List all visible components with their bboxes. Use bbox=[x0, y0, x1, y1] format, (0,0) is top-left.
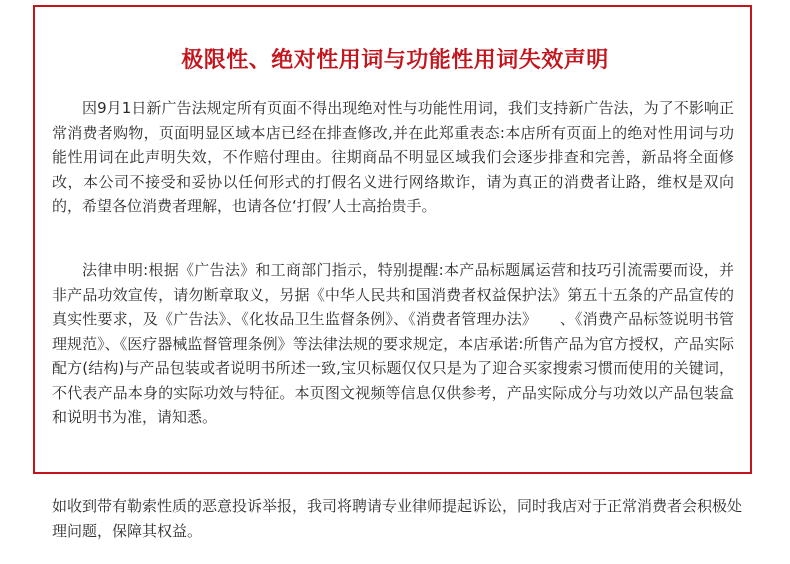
footer-note: 如收到带有勒索性质的恶意投诉举报，我司将聘请专业律师提起诉讼，同时我店对于正常消费者会积极处理问题，保障其权益。 bbox=[52, 497, 743, 540]
legal-statement-paragraph: 法律申明:根据《广告法》和工商部门指示，特别提醒:本产品标题属运营和技巧引流需要而设，并非产品功效宣传，请勿断章取义，另据《中华人民共和国消费者权益保护法》第五十五条的产品宣传的真实性要求，及《广告法》、《化妆品卫生监督条例》、《消费者管理办法》 、《消费产品标签说明书管理规范》、《医疗器械监督管理条例》等法律法规的要求规定，本店承诺:所售产品为官方授权，产品实际配方(结构)与产品包装或者说明书所述一致,宝贝标题仅仅只是为了迎合买家搜索习惯而使用的关键词，不代表产品本身的实际功效与特征。本页图文视频等信息仅供参考，产品实际成分与功效以产品包装盒和说明书为准，请知悉。 bbox=[52, 261, 734, 426]
notice-paragraph-1: 因9月1日新广告法规定所有页面不得出现绝对性与功能性用词，我们支持新广告法，为了不影响正常消费者购物，页面明显区域本店已经在排查修改,并在此郑重表态:本店所有页面上的绝对性用词与功能性用词在此声明失效，不作赔付理由。往期商品不明显区域我们会逐步排查和完善，新品将全面修改，本公司不接受和妥协以任何形式的打假名义进行网络欺诈，请为真正的消费者让路，维权是双向的，希望各位消费者理解，也请各位‘打假’人士高抬贵手。 bbox=[52, 99, 734, 215]
notice-title: 极限性、绝对性用词与功能性用词失效声明 bbox=[181, 47, 609, 73]
